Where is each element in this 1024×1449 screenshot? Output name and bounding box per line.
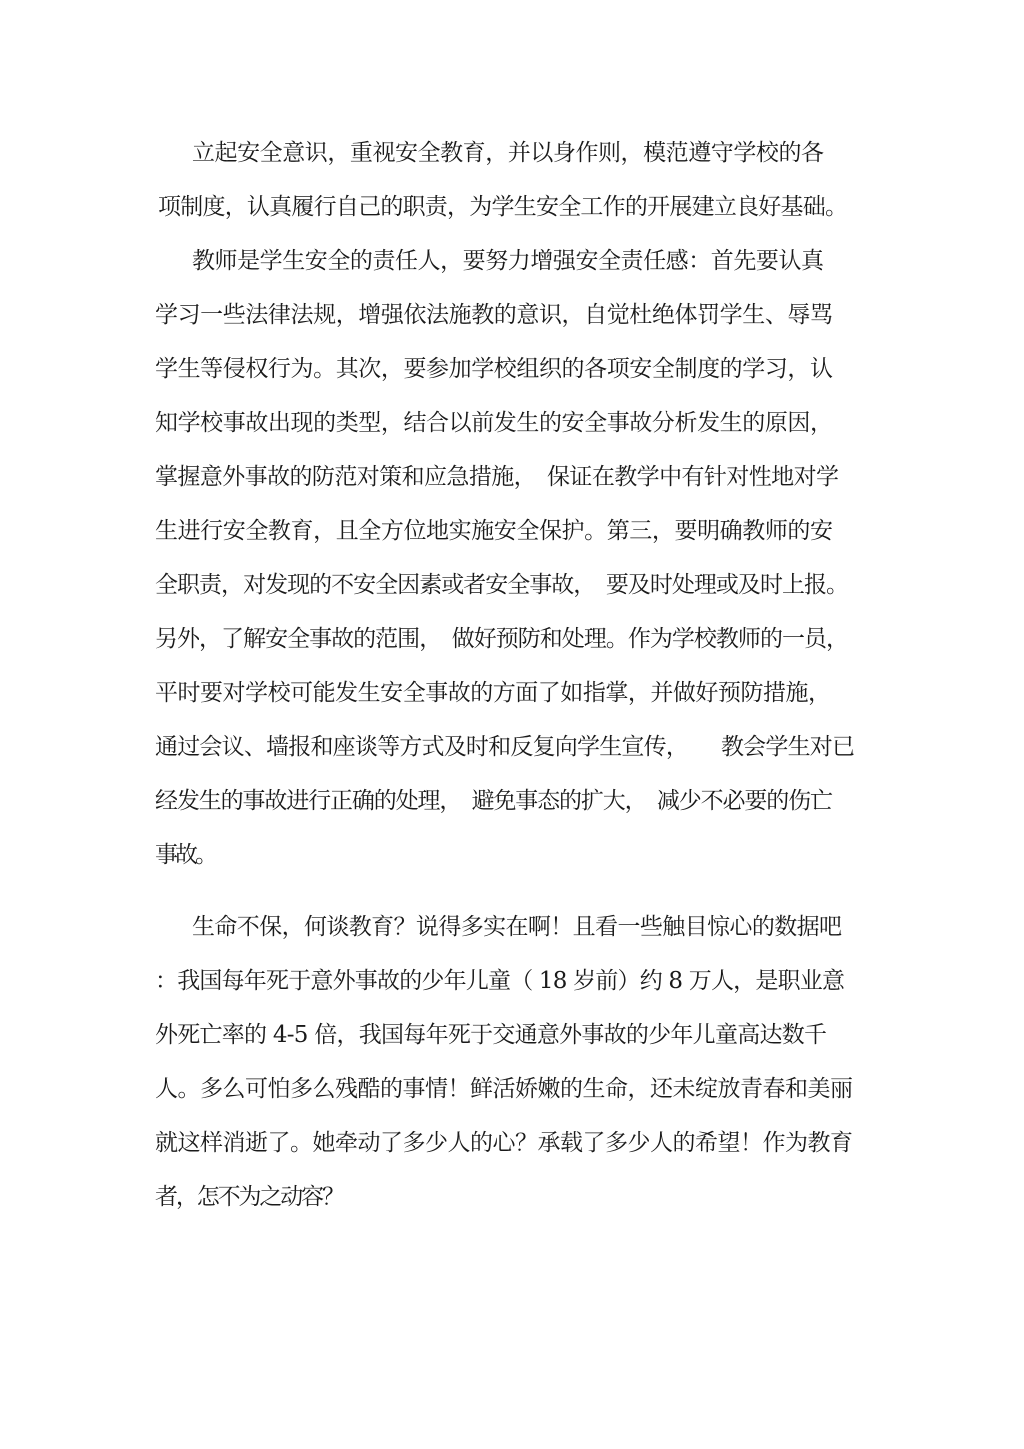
text-line: 平时要对学校可能发生安全事故的方面了如指掌，并做好预防措施，: [155, 680, 831, 706]
text-line: 人。多么可怕多么残酷的事情！鲜活娇嫩的生命，还未绽放青春和美丽: [155, 1076, 853, 1102]
text-line: 生进行安全教育，且全方位地实施安全保护。第三，要明确教师的安: [155, 518, 833, 544]
text-line: 外死亡率的 4-5 倍，我国每年死于交通意外事故的少年儿童高达数千: [155, 1022, 827, 1048]
text-line: 就这样消逝了。她牵动了多少人的心？承载了多少人的希望！作为教育: [155, 1130, 853, 1156]
text-line: 项制度，认真履行自己的职责，为学生安全工作的开展建立良好基础。: [158, 194, 848, 220]
text-line: ：我国每年死于意外事故的少年儿童（ 18 岁前）约 8 万人，是职业意: [155, 968, 845, 994]
text-line: 立起安全意识，重视安全教育，并以身作则，模范遵守学校的各: [192, 140, 824, 166]
text-line: 掌握意外事故的防范对策和应急措施， 保证在教学中有针对性地对学: [155, 464, 839, 490]
text-line: 全职责，对发现的不安全因素或者安全事故， 要及时处理或及时上报。: [155, 572, 849, 598]
text-line: 学生等侵权行为。其次，要参加学校组织的各项安全制度的学习，认: [155, 356, 833, 382]
text-line: 知学校事故出现的类型，结合以前发生的安全事故分析发生的原因，: [155, 410, 833, 436]
text-line: 教师是学生安全的责任人，要努力增强安全责任感：首先要认真: [192, 248, 824, 274]
text-line: 学习一些法律法规，增强依法施教的意识，自觉杜绝体罚学生、辱骂: [155, 302, 833, 328]
text-line: 经发生的事故进行正确的处理， 避免事态的扩大， 减少不必要的伤亡: [155, 788, 832, 814]
text-line: 通过会议、墙报和座谈等方式及时和反复向学生宣传， 教会学生对已: [155, 734, 855, 760]
text-line: 者，怎不为之动容？: [155, 1184, 343, 1210]
text-line: 事故。: [155, 842, 215, 868]
text-line: 生命不保，何谈教育？说得多实在啊！且看一些触目惊心的数据吧: [192, 914, 842, 940]
text-line: 另外，了解安全事故的范围， 做好预防和处理。作为学校教师的一员，: [155, 626, 849, 652]
